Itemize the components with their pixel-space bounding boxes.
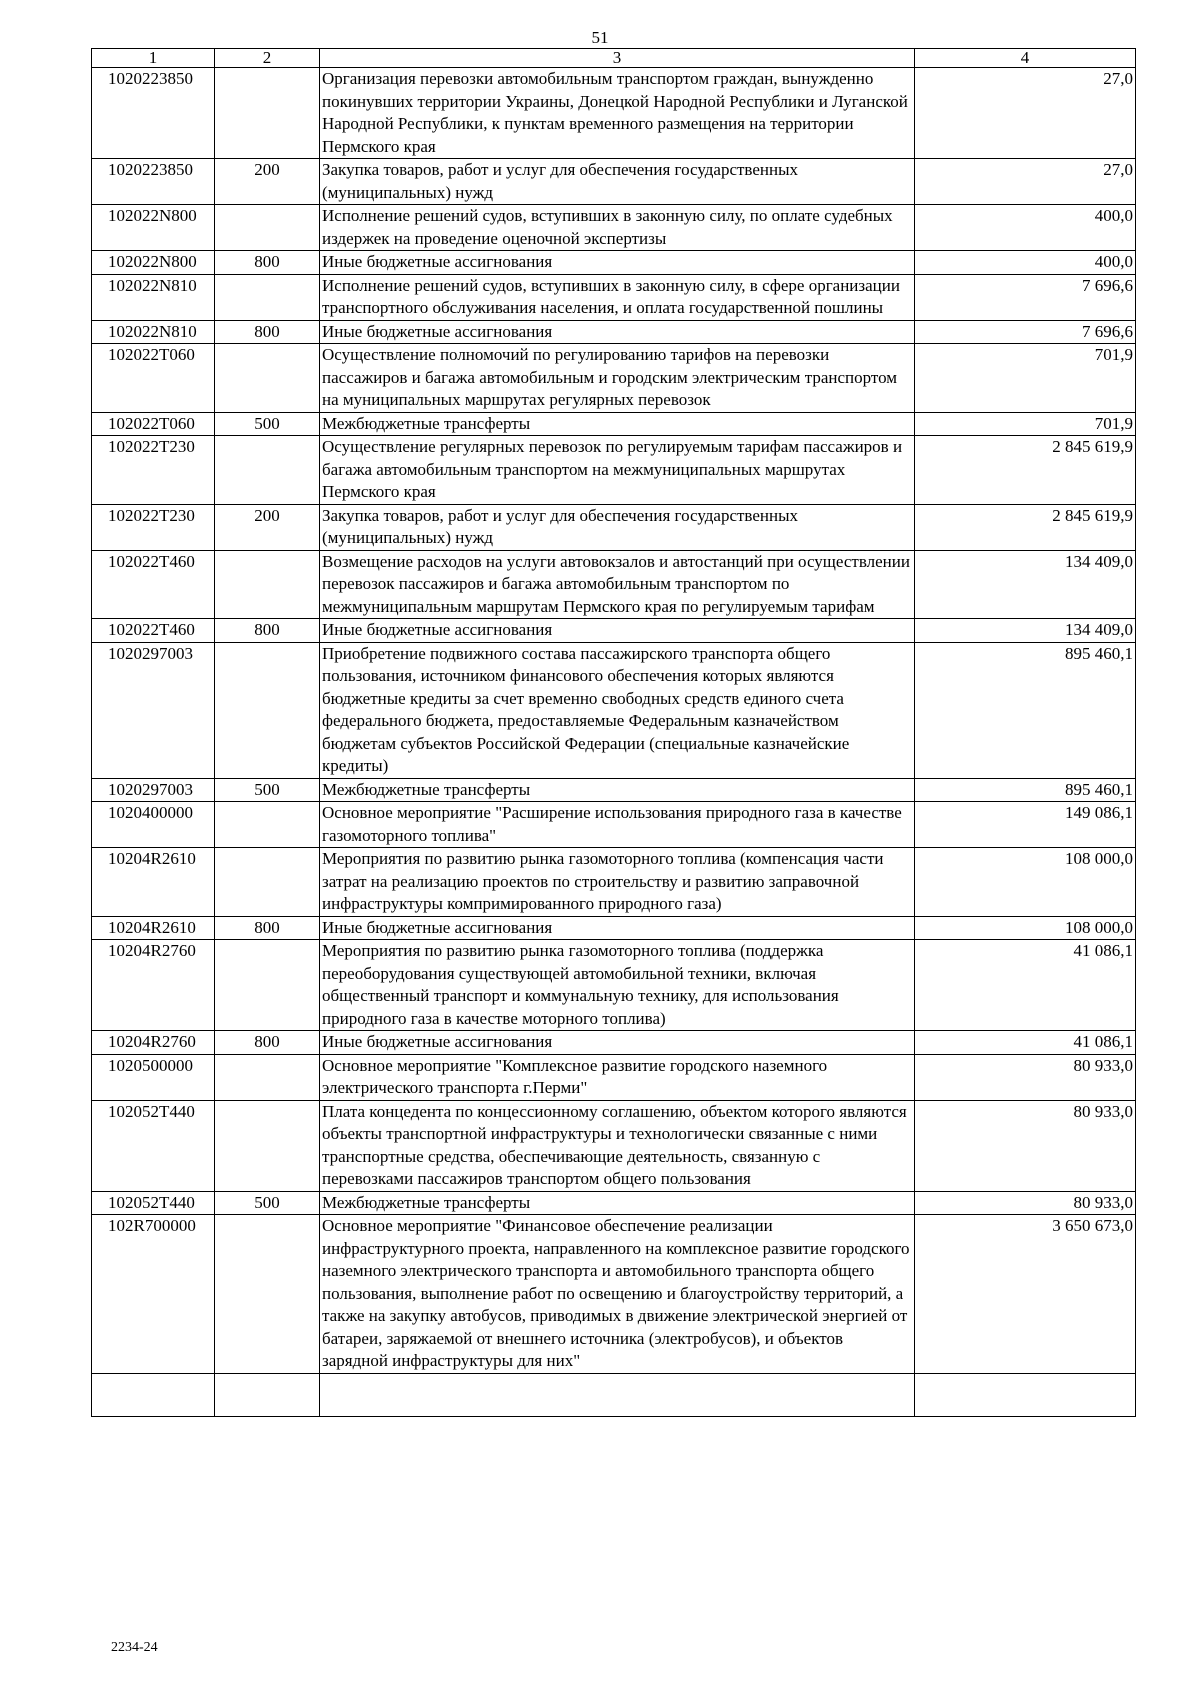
table-row [92,802,1136,848]
amount-cell: 149 086,1 [915,802,1136,848]
amount-cell: 701,9 [915,344,1136,413]
expense-type-cell [215,436,320,505]
expense-type-cell [215,205,320,251]
table-row [92,619,1136,643]
description-cell: Осуществление регулярных перевозок по регулируемым тарифам пассажиров и багажа автомобильным транспортом на межмуниципальных маршрутах Пермского края [320,436,915,505]
amount-cell: 895 460,1 [915,642,1136,778]
table-row [92,504,1136,550]
budget-code-cell: 1020500000 [92,1054,215,1100]
table-row [92,251,1136,275]
amount-cell: 3 650 673,0 [915,1215,1136,1374]
amount-cell: 80 933,0 [915,1100,1136,1191]
description-cell: Иные бюджетные ассигнования [320,320,915,344]
table-row [92,344,1136,413]
description-cell: Основное мероприятие "Комплексное развитие городского наземного электрического транспорта г.Перми" [320,1054,915,1100]
table-row [92,1054,1136,1100]
budget-code-cell: 102022N810 [92,274,215,320]
expense-type-cell: 800 [215,916,320,940]
budget-code-cell: 1020297003 [92,778,215,802]
budget-code-cell: 1020400000 [92,802,215,848]
budget-code-cell: 102022N800 [92,251,215,275]
expense-type-cell [215,802,320,848]
budget-code-cell: 102022Т460 [92,550,215,619]
budget-code-cell: 1020297003 [92,642,215,778]
budget-code-cell: 102022N810 [92,320,215,344]
description-cell: Основное мероприятие "Финансовое обеспечение реализации инфраструктурного проекта, направленного на комплексное развитие городского наземного электрического транспорта и автомобильного транспорта общего пользования, выполнение работ по освещению и благоустройству территорий, а также на закупку автобусов, приводимых в движение электрической энергией от батареи, заряжаемой от внешнего источника (электробусов), и объектов зарядной инфраструктуры для них" [320,1215,915,1374]
description-cell: Иные бюджетные ассигнования [320,251,915,275]
amount-cell: 27,0 [915,68,1136,159]
header-row [92,49,1136,68]
description-cell: Исполнение решений судов, вступивших в законную силу, в сфере организации транспортного обслуживания населения, и оплата государственной пошлины [320,274,915,320]
expense-type-cell: 500 [215,1191,320,1215]
budget-code-cell: 102022Т060 [92,412,215,436]
amount-cell: 2 845 619,9 [915,504,1136,550]
empty-cell [92,1373,215,1416]
expense-type-cell: 500 [215,778,320,802]
amount-cell: 80 933,0 [915,1054,1136,1100]
table-row [92,159,1136,205]
amount-cell: 41 086,1 [915,1031,1136,1055]
budget-code-cell: 102022Т230 [92,436,215,505]
column-header: 4 [915,49,1136,68]
column-header: 2 [215,49,320,68]
budget-code-cell: 1020223850 [92,159,215,205]
description-cell: Иные бюджетные ассигнования [320,916,915,940]
page-number: 51 [591,28,609,47]
expense-type-cell [215,642,320,778]
amount-cell: 895 460,1 [915,778,1136,802]
budget-code-cell: 102022Т060 [92,344,215,413]
expense-type-cell: 800 [215,619,320,643]
expense-type-cell: 200 [215,504,320,550]
description-cell: Межбюджетные трансферты [320,778,915,802]
expense-type-cell [215,1215,320,1374]
expense-type-cell: 800 [215,251,320,275]
table-trailing-space [92,1373,1136,1416]
amount-cell: 108 000,0 [915,848,1136,917]
table-body [92,49,1136,1417]
table-row [92,412,1136,436]
table-row [92,848,1136,917]
expense-type-cell [215,344,320,413]
table-row [92,916,1136,940]
expense-type-cell: 500 [215,412,320,436]
description-cell: Закупка товаров, работ и услуг для обеспечения государственных (муниципальных) нужд [320,504,915,550]
budget-code-cell: 10204R2760 [92,1031,215,1055]
description-cell: Закупка товаров, работ и услуг для обеспечения государственных (муниципальных) нужд [320,159,915,205]
description-cell: Осуществление полномочий по регулированию тарифов на перевозки пассажиров и багажа автомобильным и городским электрическим транспортом на муниципальных маршрутах регулярных перевозок [320,344,915,413]
expense-type-cell: 800 [215,320,320,344]
table-row [92,274,1136,320]
expense-type-cell [215,940,320,1031]
table-row [92,550,1136,619]
table-row [92,1215,1136,1374]
budget-code-cell: 102022Т460 [92,619,215,643]
description-cell: Приобретение подвижного состава пассажирского транспорта общего пользования, источником финансового обеспечения которых являются бюджетные кредиты за счет временно свободных средств единого счета федерального бюджета, предоставляемые Федеральным казначейством бюджетам субъектов Российской Федерации (специальные казначейские кредиты) [320,642,915,778]
description-cell: Организация перевозки автомобильным транспортом граждан, вынужденно покинувших территории Украины, Донецкой Народной Республики и Луганской Народной Республики, к пунктам временного размещения на территории Пермского края [320,68,915,159]
document-code: 2234-24 [111,1640,158,1655]
empty-cell [915,1373,1136,1416]
description-cell: Мероприятия по развитию рынка газомоторного топлива (поддержка переоборудования существующей автомобильной техники, включая общественный транспорт и коммунальную технику, для использования природного газа в качестве моторного топлива) [320,940,915,1031]
table-row [92,1100,1136,1191]
table-row [92,436,1136,505]
description-cell: Иные бюджетные ассигнования [320,1031,915,1055]
budget-code-cell: 102R700000 [92,1215,215,1374]
budget-code-cell: 102022Т230 [92,504,215,550]
expense-type-cell [215,1054,320,1100]
table-row [92,940,1136,1031]
column-header: 1 [92,49,215,68]
table-row [92,68,1136,159]
budget-code-cell: 1020223850 [92,68,215,159]
budget-code-cell: 102022N800 [92,205,215,251]
amount-cell: 7 696,6 [915,274,1136,320]
description-cell: Межбюджетные трансферты [320,412,915,436]
description-cell: Иные бюджетные ассигнования [320,619,915,643]
budget-code-cell: 10204R2610 [92,916,215,940]
budget-code-cell: 102052Т440 [92,1191,215,1215]
amount-cell: 2 845 619,9 [915,436,1136,505]
table-row [92,642,1136,778]
empty-cell [320,1373,915,1416]
table-row [92,1191,1136,1215]
expense-type-cell [215,848,320,917]
budget-code-cell: 10204R2760 [92,940,215,1031]
description-cell: Основное мероприятие "Расширение использования природного газа в качестве газомоторного топлива" [320,802,915,848]
amount-cell: 27,0 [915,159,1136,205]
amount-cell: 108 000,0 [915,916,1136,940]
budget-code-cell: 10204R2610 [92,848,215,917]
amount-cell: 80 933,0 [915,1191,1136,1215]
description-cell: Межбюджетные трансферты [320,1191,915,1215]
table-row [92,320,1136,344]
description-cell: Исполнение решений судов, вступивших в законную силу, по оплате судебных издержек на проведение оценочной экспертизы [320,205,915,251]
table-row [92,1031,1136,1055]
expense-type-cell [215,1100,320,1191]
empty-cell [215,1373,320,1416]
amount-cell: 7 696,6 [915,320,1136,344]
table-row [92,205,1136,251]
column-header: 3 [320,49,915,68]
expense-type-cell [215,68,320,159]
amount-cell: 134 409,0 [915,550,1136,619]
expense-type-cell: 800 [215,1031,320,1055]
budget-code-cell: 102052Т440 [92,1100,215,1191]
amount-cell: 400,0 [915,251,1136,275]
amount-cell: 701,9 [915,412,1136,436]
amount-cell: 400,0 [915,205,1136,251]
description-cell: Возмещение расходов на услуги автовокзалов и автостанций при осуществлении перевозок пассажиров и багажа автомобильным транспортом по межмуниципальным маршрутам Пермского края по регулируемым тарифам [320,550,915,619]
expense-type-cell: 200 [215,159,320,205]
expense-type-cell [215,274,320,320]
description-cell: Плата концедента по концессионному соглашению, объектом которого являются объекты транспортной инфраструктуры и технологически связанные с ними транспортные средства, обеспечивающие деятельность, связанную с перевозками пассажиров транспортом общего пользования [320,1100,915,1191]
expense-type-cell [215,550,320,619]
description-cell: Мероприятия по развитию рынка газомоторного топлива (компенсация части затрат на реализацию проектов по строительству и развитию заправочной инфраструктуры компримированного природного газа) [320,848,915,917]
amount-cell: 134 409,0 [915,619,1136,643]
budget-table [91,48,1136,1417]
amount-cell: 41 086,1 [915,940,1136,1031]
table-row [92,778,1136,802]
